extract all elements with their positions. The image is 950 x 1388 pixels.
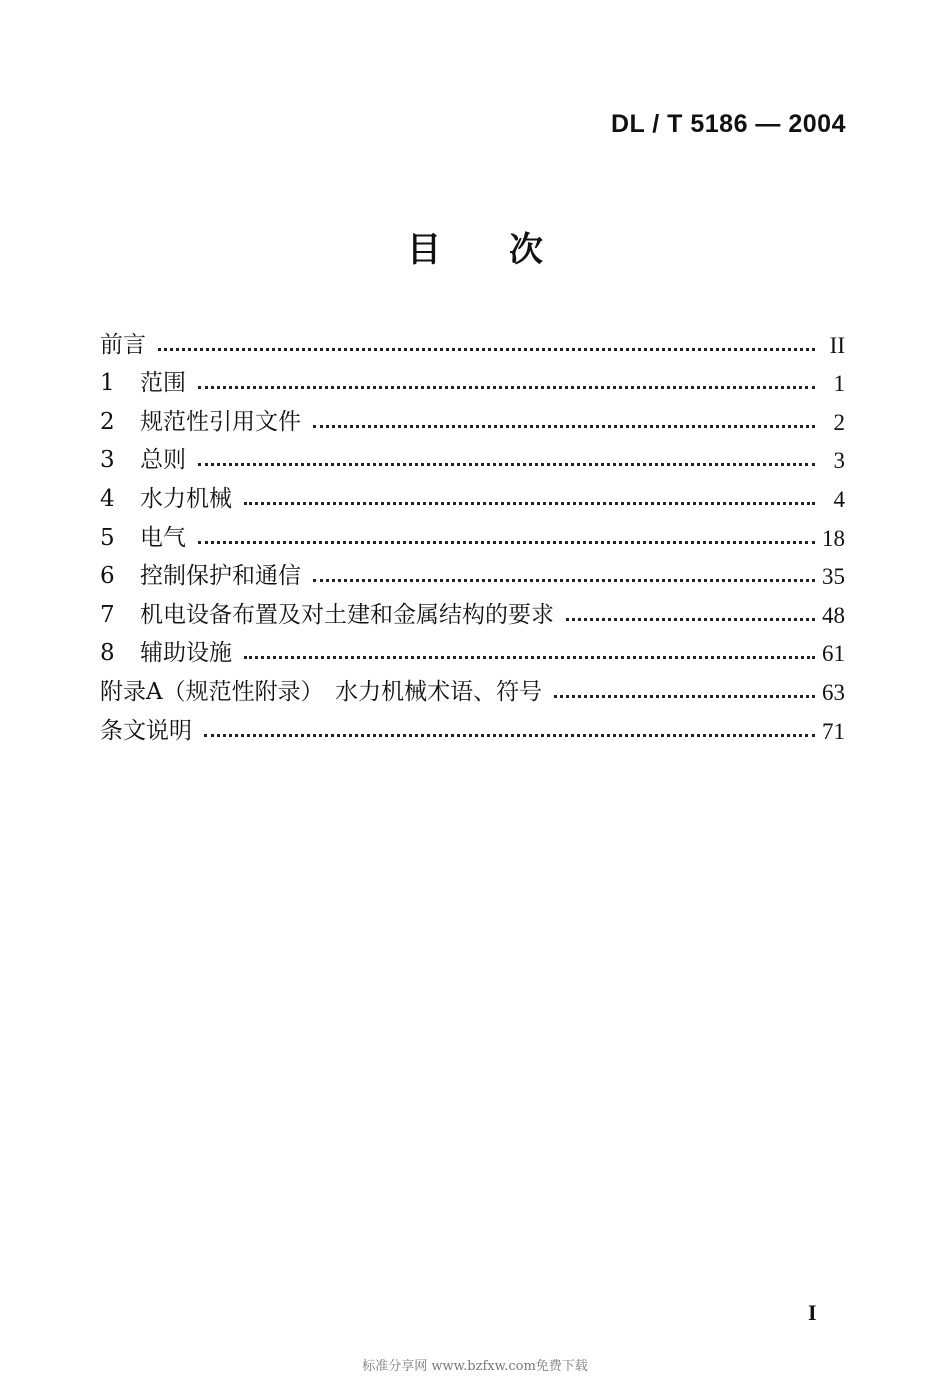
toc-leader-dots <box>244 656 815 659</box>
watermark-text: 标准分享网 www.bzfxw.com免费下载 <box>362 1359 588 1374</box>
toc-entry-preface[interactable] <box>100 322 845 361</box>
toc-entry-explanation[interactable] <box>100 708 845 747</box>
toc-entry-page: 3 <box>833 448 845 474</box>
toc-entry-number: 3 <box>100 447 115 474</box>
toc-entry-text: 辅助设施 <box>140 640 232 667</box>
toc-entry-text: 电气 <box>140 524 186 551</box>
toc-entry-page: 61 <box>822 641 845 667</box>
toc-entry-page: 18 <box>822 525 845 551</box>
table-of-contents <box>100 322 845 747</box>
toc-entry-number: 4 <box>100 485 115 512</box>
toc-leader-dots <box>313 425 815 428</box>
toc-leader-dots <box>198 463 815 466</box>
toc-entry-number: 2 <box>100 408 115 435</box>
toc-entry-page: 1 <box>833 371 845 397</box>
toc-entry-number: 1 <box>100 370 115 397</box>
toc-entry-text: 范围 <box>140 370 186 397</box>
toc-entry-number: 7 <box>100 601 115 628</box>
toc-entry-appendix-a[interactable] <box>100 669 845 708</box>
toc-title-char: 次 <box>509 230 543 270</box>
toc-entry-text: 机电设备布置及对土建和金属结构的要求 <box>140 601 554 628</box>
toc-entry-page: II <box>829 332 845 358</box>
toc-leader-dots <box>244 502 815 505</box>
toc-entry-text: 条文说明 <box>100 717 192 744</box>
toc-leader-dots <box>566 618 815 621</box>
toc-entry-text: 总则 <box>140 447 186 474</box>
page-number: I <box>808 1300 817 1325</box>
toc-entry-text: 控制保护和通信 <box>140 563 301 590</box>
toc-leader-dots <box>554 695 815 698</box>
toc-entry-text: 规范性引用文件 <box>140 408 301 435</box>
toc-entry-6[interactable] <box>100 554 845 593</box>
toc-title-char: 目 <box>407 230 441 270</box>
toc-entry-page: 4 <box>833 486 845 512</box>
toc-entry-page: 48 <box>822 602 845 628</box>
toc-entry-page: 2 <box>833 409 845 435</box>
toc-leader-dots <box>204 734 815 737</box>
toc-entry-3[interactable] <box>100 438 845 477</box>
toc-entry-number: 5 <box>100 524 115 551</box>
toc-entry-number: 6 <box>100 563 115 590</box>
toc-entry-text: 附录A（规范性附录） 水力机械术语、符号 <box>100 678 543 705</box>
toc-entry-page: 71 <box>822 718 845 744</box>
toc-leader-dots <box>158 348 815 351</box>
toc-entry-number: 8 <box>100 640 115 667</box>
standard-code: DL / T 5186 — 2004 <box>610 110 846 138</box>
toc-entry-7[interactable] <box>100 592 845 631</box>
toc-leader-dots <box>313 579 815 582</box>
toc-title <box>0 222 950 271</box>
toc-entry-text: 前言 <box>100 331 146 358</box>
toc-entry-5[interactable] <box>100 515 845 554</box>
toc-entry-page: 35 <box>822 564 845 590</box>
toc-entry-text: 水力机械 <box>140 485 232 512</box>
toc-leader-dots <box>198 386 815 389</box>
toc-entry-1[interactable] <box>100 361 845 400</box>
toc-entry-page: 63 <box>822 679 845 705</box>
toc-entry-2[interactable] <box>100 399 845 438</box>
toc-entry-4[interactable] <box>100 476 845 515</box>
toc-leader-dots <box>198 541 815 544</box>
toc-entry-8[interactable] <box>100 631 845 670</box>
